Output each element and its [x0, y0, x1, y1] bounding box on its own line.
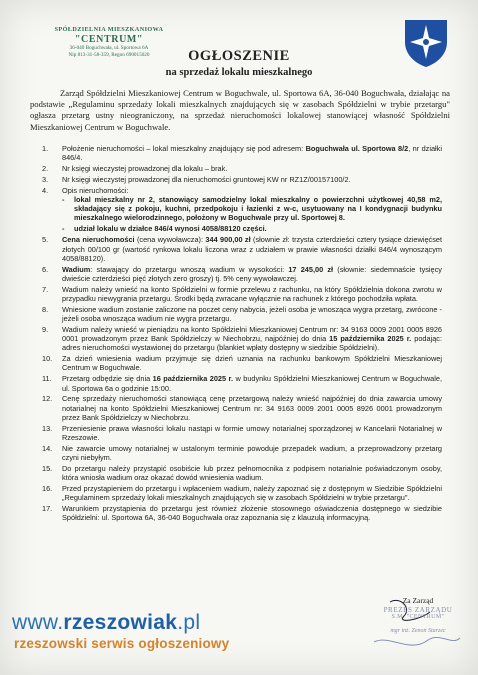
- signature-line-4: mgr inż. Zenon Starzec: [390, 628, 446, 634]
- signature-line-1: Za Zarząd: [402, 596, 434, 605]
- item-text: Nr księgi wieczystej prowadzonej dla lokalu – brak.: [62, 164, 228, 174]
- watermark-suffix: .pl: [177, 611, 201, 634]
- item-text: Opis nieruchomości:: [62, 186, 129, 196]
- sub-list-item: [62, 224, 442, 233]
- sub-list-item: [62, 195, 442, 222]
- item-text: (cena wywoławcza):: [134, 235, 206, 245]
- watermark-brand: rzeszowiak: [63, 611, 178, 634]
- list-item: [42, 504, 442, 522]
- item-number: 8.: [42, 304, 49, 314]
- item-text: Warunkiem przystąpienia do przetargu jest również złożenie stosownego oświadczenia dostępnego w siedzibie Spółdzielni: ul. Sportowa 6A, 36-040 Boguchwała oraz zapoznania się z klauzulą informacyjną.: [62, 504, 442, 523]
- item-number: 14.: [42, 443, 53, 453]
- item-bold-text: Cena nieruchomości: [62, 235, 135, 245]
- intro-paragraph: Zarząd Spółdzielni Mieszkaniowej Centrum w Boguchwale, ul. Sportowa 6A, 36-040 Boguchwała, działając na podstawie „Regulaminu sprzedaży lokali mieszkalnych znajdujących się w zasobach Spółdzielni w trybie przetargu" ogłasza przetarg ustny nieograniczony, na sprzedaż nieruchomości lokalowej stanowiącej własność Spółdzielni Mieszkaniowej Centrum w Boguchwale.: [30, 88, 450, 132]
- item-text: w budynku Spółdzielni Mieszkaniowej Centrum w Boguchwale, ul. Sportowa 6a o godzinie 15:00.: [62, 374, 443, 393]
- item-text: Wniesione wadium zostanie zaliczone na poczet ceny nabycia, jeżeli osoba je wnosząca wygra przetarg, zwrócone - jeżeli osoba wnosząca wadium nie wygra przetargu.: [62, 304, 442, 324]
- dash-marker: -: [62, 195, 65, 205]
- dash-marker: -: [62, 224, 65, 234]
- list-item: [42, 285, 442, 303]
- signature-block: [368, 596, 468, 634]
- item-text: : stawający do przetargu wnoszą wadium w wysokości:: [90, 264, 289, 274]
- item-text: podając: adres nieruchomości wystawionej do przetargu (blankiet wpłaty dostępny w siedzibie Spółdzielni).: [62, 334, 442, 353]
- item-bold-text: Boguchwała ul. Sportowa 8/2: [305, 144, 409, 153]
- item-text: Nr księgi wieczystej prowadzonej dla nieruchomości gruntowej KW nr RZ1Z/00157100/2.: [62, 175, 351, 185]
- item-text: Nie zawarcie umowy notarialnej w ustalonym terminie powoduje przepadek wadium, a przeprowadzony przetarg czyni niebyłym.: [62, 443, 442, 462]
- watermark-tagline: rzeszowski serwis ogłoszeniowy: [14, 636, 230, 651]
- item-number: 2.: [42, 164, 49, 174]
- item-number: 11.: [42, 374, 52, 384]
- signature-line-2: PREZES ZARZĄDU: [383, 606, 453, 614]
- item-bold-text: udział lokalu w działce 846/4 wynosi 4058/88120 części.: [74, 224, 267, 234]
- item-number: 1.: [42, 144, 49, 153]
- list-item: [42, 235, 442, 262]
- item-text: Do przetargu należy przystąpić osobiście lub przez pełnomocnika z podpisem notarialnie poświadczonym osoby, która wniosła wadium oraz okazać dowód wniesienia wadium.: [62, 463, 442, 483]
- page-title: OGŁOSZENIE: [188, 48, 290, 64]
- item-text: Przetarg odbędzie się dnia: [62, 374, 153, 384]
- list-item: [42, 444, 442, 462]
- item-text: (słownie zł: trzysta czterdzieści cztery tysiące dziewięćset złotych 00/100 gr (wartość rynkowa lokalu liczona wraz z udziałem w prawie własności działki 846/4 wynoszącym 4058/88120).: [62, 235, 442, 263]
- deposit-value: 17 245,00 zł: [288, 264, 334, 274]
- item-text: Za dzień wniesienia wadium przyjmuje się dzień uznania na rachunku bankowym Spółdzielni Mieszkaniowej Centrum w Boguchwale.: [62, 354, 442, 373]
- list-item: [42, 374, 442, 392]
- stamp-line-3: 36-040 Boguchwała, ul. Sportowa 6A: [69, 45, 149, 51]
- list-item: [42, 265, 442, 283]
- item-number: 13.: [42, 423, 53, 433]
- signature-line-3: S.M. "CENTRUM": [391, 614, 445, 620]
- watermark-url: [12, 611, 200, 635]
- item-text: Wadium należy wnieść na konto Spółdzielni w formie przelewu z rachunku, na który Spółdzielnia dokona zwrotu w przypadku niewygrania przetargu. Środki będą zwracane wyłącznie na rachunek z którego pochodziła wpłata.: [62, 284, 442, 303]
- price-value: 344 900,00 zł: [205, 235, 251, 245]
- item-number: 15.: [42, 463, 53, 473]
- item-number: 9.: [42, 324, 49, 334]
- stamp-line-1: SPÓŁDZIELNIA MIESZKANIOWA: [54, 26, 164, 33]
- list-item: [42, 325, 442, 352]
- item-text: (słownie: siedemnaście tysięcy dwieście czterdzieści pięć złotych zero groszy) tj. 5% ceny wywoławczej.: [62, 264, 442, 283]
- list-item: [42, 424, 442, 442]
- list-item: [42, 175, 442, 184]
- list-item: [42, 354, 442, 372]
- stamp-line-2: "CENTRUM": [74, 34, 144, 45]
- item-bold-text: lokal mieszkalny nr 2, stanowiący samodzielny lokal mieszkalny o powierzchni użytkowej 40,58 m2, składający się z pokoju, kuchni, przedpokoju i łazienki z w-c, usytuowany na I kondygnacji budynku mieszkalnego wielorodzinnego, położony w Boguchwale przy ul. Sportowej 8.: [74, 195, 442, 223]
- stamp-line-4: Nip 813-31-58-359, Regon 690015020: [68, 52, 150, 58]
- item-text: Przeniesienie prawa własności lokalu nastąpi w formie umowy notarialnej sporządzonej w Kancelarii Notarialnej w Rzeszowie.: [62, 423, 442, 442]
- item-text: Cenę sprzedaży nieruchomości stanowiącą cenę przetargową należy wnieść najpóźniej do dnia zawarcia umowy notarialnej na konto Spółdzielni Mieszkaniowej Centrum nr: 34 9163 0009 2001 0005 8926 0001 prowadzonym przez Bank Spółdzielczy w Niechobrzu.: [62, 394, 442, 422]
- watermark-prefix: www.: [12, 611, 64, 634]
- list-item: [42, 144, 442, 162]
- item-text: Położenie nieruchomości – lokal mieszkalny znajdujący się pod adresem:: [62, 144, 306, 153]
- item-number: 17.: [42, 504, 53, 514]
- item-text: Przed przystąpieniem do przetargu i wpłaceniem wadium, należy zapoznać się z dostępnym w Siedzibie Spółdzielni „Regulaminem sprzedaży lokali mieszkalnych znajdujących się w zasobach Spółdzielni w trybie przetargu".: [62, 484, 442, 503]
- list-item: [42, 305, 442, 323]
- item-number: 12.: [42, 394, 53, 404]
- item-number: 10.: [42, 354, 53, 364]
- item-number: 4.: [42, 186, 49, 196]
- deadline-date: 15 października 2025 r.: [329, 334, 412, 344]
- list-item: [42, 186, 442, 234]
- list-item: [42, 464, 442, 482]
- item-number: 6.: [42, 264, 49, 274]
- item-bold-text: Wadium: [62, 264, 91, 274]
- item-number: 5.: [42, 235, 49, 245]
- item-number: 7.: [42, 284, 49, 294]
- item-text: , nr działki 846/4.: [62, 144, 442, 163]
- list-item: [42, 484, 442, 502]
- list-item: [42, 394, 442, 421]
- item-number: 16.: [42, 484, 53, 494]
- terms-list: [42, 144, 442, 524]
- page-subtitle: na sprzedaż lokalu mieszkalnego: [165, 67, 313, 78]
- auction-date: 16 października 2025 r.: [152, 374, 234, 384]
- item-text: Wadium należy wnieść w pieniądzu na konto Spółdzielni Mieszkaniowej Centrum nr: 34 9163 0009 2001 0005 8926 0001 prowadzonym przez Bank Spółdzielczy w Niechobrzu, najpóźniej do dnia: [62, 324, 442, 344]
- property-description-list: [62, 195, 442, 233]
- list-item: [42, 164, 442, 173]
- item-number: 3.: [42, 175, 49, 185]
